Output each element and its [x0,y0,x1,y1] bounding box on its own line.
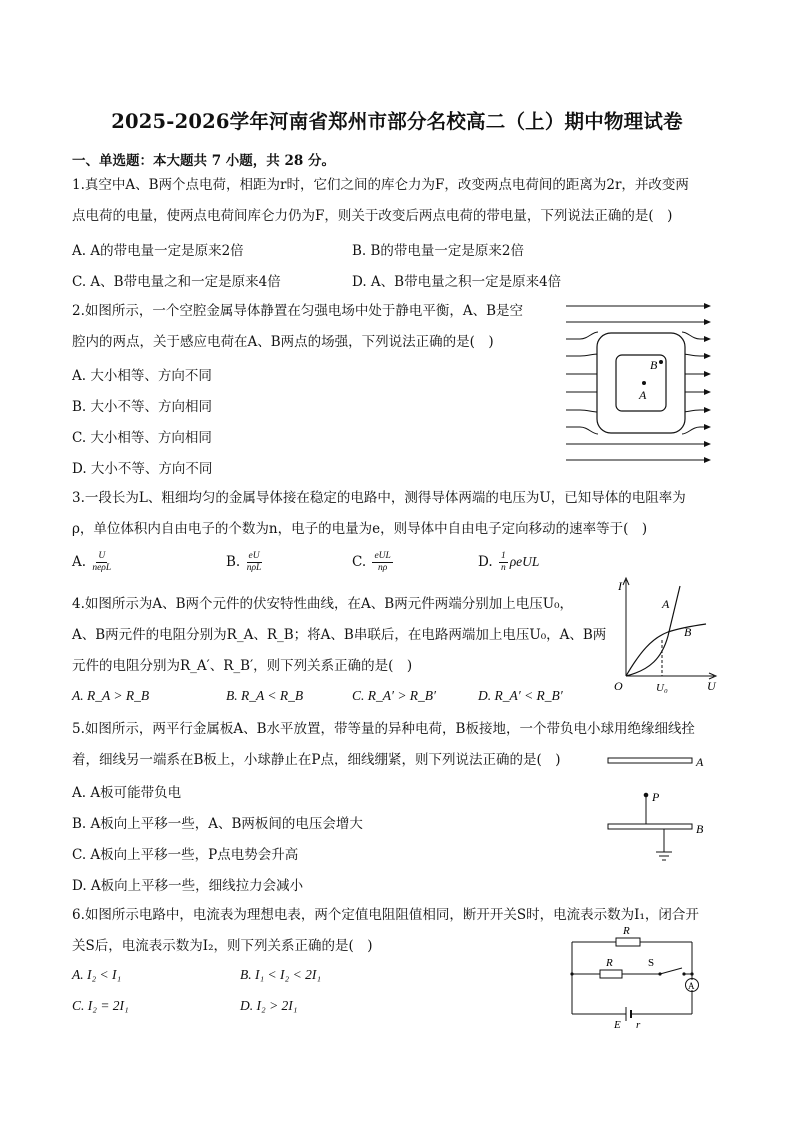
q2-fig-label-b: B [650,358,658,372]
q5-option-d: D. A板向上平移一些，细线拉力会减小 [72,878,304,894]
q6-fig-switch-s: S [648,957,655,969]
q4-u0-label: U₀ [656,682,668,694]
q4-curve-a-label: A [662,597,670,611]
q3-d-rest: ρeUL [509,554,540,569]
q1-option-b: B. B的带电量一定是原来2倍 [352,243,525,259]
q4-origin: O [614,679,623,693]
q1-option-d: D. A、B带电量之积一定是原来4倍 [352,274,562,290]
q3-a-denominator: neρL [92,563,112,573]
q4-option-c: C. R_A′ > R_B′ [352,688,437,703]
q1-stem-line1: 1.真空中A、B两个点电荷，相距为r时，它们之间的库仑力为F，改变两点电荷间的距离为2r，并改变两 [72,177,689,193]
q1-option-c: C. A、B带电量之和一定是原来4倍 [72,274,281,290]
q2-option-b: B. 大小不等、方向相同 [72,399,213,415]
section-heading: 一、单选题：本大题共 7 小题，共 28 分。 [72,153,335,169]
q6-fig-ammeter: A [688,981,695,991]
q3-b-denominator: nρL [246,563,262,573]
q1-option-a: A. A的带电量一定是原来2倍 [72,243,244,259]
q2-fig-label-a: A [639,388,647,402]
q3-c-denominator: nρ [377,563,388,573]
q3-option-c-label: C. [352,554,367,570]
q6-fig-emf-e: E [614,1019,621,1031]
q2-stem-line1: 2.如图所示，一个空腔金属导体静置在匀强电场中处于静电平衡，A、B是空 [72,303,524,319]
q3-option-a-label: A. [72,554,87,570]
q4-stem-line1: 4.如图所示为A、B两个元件的伏安特性曲线，在A、B两元件两端分别加上电压U₀， [72,596,574,612]
q4-curve-b-label: B [684,625,692,639]
page-title: 2025-2026学年河南省郑州市部分名校高二（上）期中物理试卷 [111,110,683,133]
q6-circuit-figure [560,922,716,1032]
q4-axis-i: I [618,579,622,593]
q3-c-numerator: eUL [374,551,391,561]
q4-iv-graph [610,572,726,696]
q6-option-b: B. I₁ < I₂ < 2I₁ [240,967,322,982]
q6-stem-line2: 关S后，电流表示数为I₂，则下列关系正确的是( ) [72,938,373,954]
q5-option-b: B. A板向上平移一些，A、B两板间的电压会增大 [72,816,363,832]
q5-stem-line2: 着，细线另一端系在B板上，小球静止在P点，细线绷紧，则下列说法正确的是( ) [72,752,561,768]
q3-option-d-label: D. [478,554,493,570]
q4-stem-line2: A、B两元件的电阻分别为R_A、R_B；将A、B串联后，在电路两端加上电压U₀，A、B两 [72,627,607,643]
q3-d-numerator: 1 [500,551,506,561]
q2-option-c: C. 大小相等、方向相同 [72,430,212,446]
q6-option-a: A. I₂ < I₁ [72,967,122,982]
q3-a-numerator: U [98,551,106,561]
q6-stem-line1: 6.如图所示电路中，电流表为理想电表，两个定值电阻阻值相同，断开开关S时，电流表示数为I₁，闭合开 [72,907,699,923]
q2-option-a: A. 大小相等、方向不同 [72,368,212,384]
q3-option-a [72,551,113,574]
q4-option-a: A. R_A > R_B [72,688,150,703]
q5-stem-line1: 5.如图所示，两平行金属板A、B水平放置，带等量的异种电荷，B板接地，一个带负电小球用绝缘细线拴 [72,721,695,737]
q5-option-a: A. A板可能带负电 [72,785,182,801]
q5-option-c: C. A板向上平移一些，P点电势会升高 [72,847,299,863]
q2-field-figure [560,296,720,468]
q3-stem-line1: 3.一段长为L、粗细均匀的金属导体接在稳定的电路中，测得导体两端的电压为U，已知导体的电阻率为 [72,490,686,506]
q3-option-c [352,551,395,574]
q3-option-b-label: B. [226,554,241,570]
q2-option-d: D. 大小不等、方向不同 [72,461,213,477]
q6-fig-r-bottom: R [606,957,613,969]
q5-fig-plate-b: B [696,822,704,836]
q6-option-c: C. I₂ = 2I₁ [72,998,129,1013]
q6-fig-internal-r: r [636,1019,641,1031]
q2-stem-line2: 腔内的两点，关于感应电荷在A、B两点的场强，下列说法正确的是( ) [72,334,494,350]
q6-option-d: D. I₂ > 2I₁ [240,998,298,1013]
q3-b-numerator: eU [248,551,260,561]
q1-stem-line2: 点电荷的电量，使两点电荷间库仑力仍为F，则关于改变后两点电荷的带电量，下列说法正确的是( ) [72,208,673,224]
q5-fig-point-p: P [652,790,660,804]
q5-plates-figure [600,748,720,866]
q4-axis-u: U [707,679,716,693]
q3-option-b [226,551,264,574]
q6-fig-r-top: R [623,925,630,937]
q3-stem-line2: ρ，单位体积内自由电子的个数为n，电子的电量为e，则导体中自由电子定向移动的速率等于( ) [72,521,648,537]
q4-stem-line3: 元件的电阻分别为R_A′、R_B′，则下列关系正确的是( ) [72,658,413,674]
q4-option-b: B. R_A < R_B [226,688,304,703]
q5-fig-plate-a: A [696,755,704,769]
q3-d-denominator: n [500,563,506,573]
q4-option-d: D. R_A′ < R_B′ [478,688,563,703]
q3-option-d [478,551,539,574]
